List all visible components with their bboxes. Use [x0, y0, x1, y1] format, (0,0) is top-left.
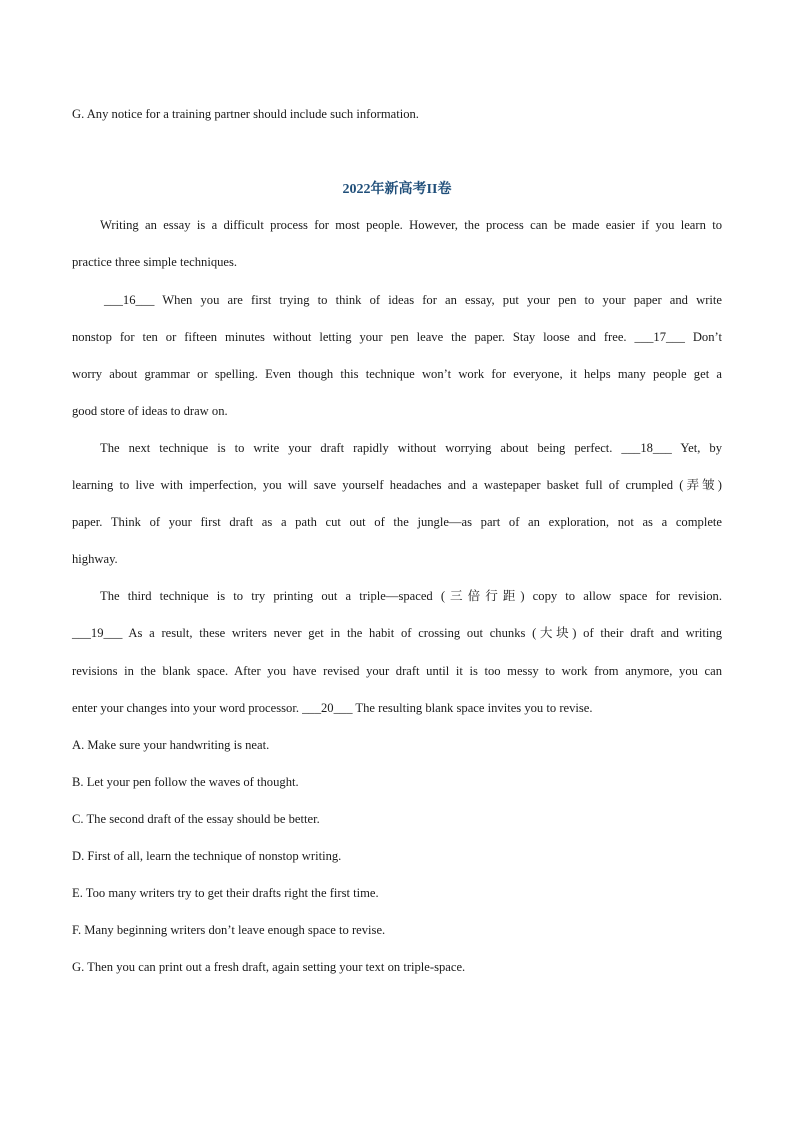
passage-p4-line2: ___19___ As a result, these writers never get in the habit of crossing out chunks (大块) of their draft and writing: [72, 626, 722, 640]
passage-p1-line2: practice three simple techniques.: [72, 255, 238, 269]
passage-p2-line2: nonstop for ten or fifteen minutes without letting your pen leave the paper. Stay loose and free. ___17___ Don’t: [72, 330, 722, 344]
option-g: G. Then you can print out a fresh draft, again setting your text on triple-space.: [72, 960, 466, 974]
passage-p4-line4: enter your changes into your word processor. ___20___ The resulting blank space invites you to revise.: [72, 701, 593, 715]
option-b: B. Let your pen follow the waves of thought.: [72, 775, 299, 789]
option-d: D. First of all, learn the technique of nonstop writing.: [72, 849, 342, 863]
passage-p3-line1: The next technique is to write your draft rapidly without worrying about being perfect. ___18___ Yet, by: [100, 441, 722, 455]
passage-p2-line4: good store of ideas to draw on.: [72, 404, 228, 418]
passage-p2-line3: worry about grammar or spelling. Even though this technique won’t work for everyone, it helps many people get a: [72, 367, 722, 381]
previous-option-g: G. Any notice for a training partner should include such information.: [72, 107, 419, 121]
section-title: 2022年新高考II卷: [342, 182, 452, 197]
passage-p3-line4: highway.: [72, 552, 118, 566]
passage-p4-line1: The third technique is to try printing out a triple—spaced (三倍行距) copy to allow space for revision.: [100, 589, 722, 603]
option-c: C. The second draft of the essay should be better.: [72, 812, 320, 826]
passage-p3-line3: paper. Think of your first draft as a path cut out of the jungle—as part of an exploration, not as a complete: [72, 515, 722, 529]
passage-p3-line2: learning to live with imperfection, you will save yourself headaches and a wastepaper basket full of crumpled (弄皱): [72, 478, 722, 492]
passage-p4-line3: revisions in the blank space. After you have revised your draft until it is too messy to work from anymore, you can: [72, 664, 722, 678]
option-f: F. Many beginning writers don’t leave enough space to revise.: [72, 923, 386, 937]
passage-p2-line1: ___16___ When you are first trying to think of ideas for an essay, put your pen to your paper and write: [104, 293, 722, 307]
passage-p1-line1: Writing an essay is a difficult process for most people. However, the process can be made easier if you learn to: [100, 218, 722, 232]
option-e: E. Too many writers try to get their drafts right the first time.: [72, 886, 379, 900]
option-a: A. Make sure your handwriting is neat.: [72, 738, 270, 752]
